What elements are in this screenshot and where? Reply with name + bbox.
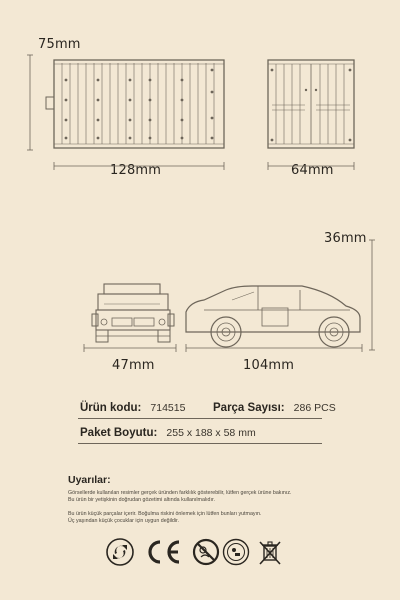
container-depth-label: 64mm <box>291 163 334 178</box>
container-side-view <box>268 60 354 170</box>
warning-text: Görsellerde kullanılan resimler gerçek üründen farklılık gösterebilir, lütfen gerçek ürüne bakınız. <box>68 490 292 496</box>
package-size-label: Paket Boyutu: <box>80 427 158 439</box>
product-code-value: 714515 <box>150 402 186 414</box>
small-parts-choking-icon <box>222 538 250 566</box>
container-height-label: 75mm <box>38 37 81 52</box>
package-size-value: 255 x 188 x 58 mm <box>166 427 256 439</box>
container-width-label: 128mm <box>110 163 162 178</box>
divider-line <box>78 443 322 444</box>
weee-crossed-bin-icon <box>256 538 284 566</box>
warning-text: Üç yaşından küçük çocuklar için uygun değildir. <box>68 518 179 524</box>
warning-text: Bu ürün küçük parçalar içerir. Boğulma riskini önlemek için lütfen bunları yutmayın. <box>68 511 262 517</box>
car-width-label: 47mm <box>112 358 155 373</box>
car-length-label: 104mm <box>243 358 295 373</box>
no-under-3-icon <box>192 538 220 566</box>
car-front-view <box>84 284 176 352</box>
piece-count-value: 286 PCS <box>293 402 336 414</box>
car-side-view <box>186 286 362 352</box>
warnings-title: Uyarılar: <box>68 474 111 486</box>
car-height-dimension <box>369 240 375 350</box>
container-front-view <box>27 55 224 170</box>
car-height-label: 36mm <box>324 231 367 246</box>
piece-count-label: Parça Sayısı: <box>213 402 285 414</box>
piece-count-row <box>213 402 336 414</box>
product-code-row <box>80 402 185 414</box>
ce-mark-icon <box>143 538 183 566</box>
product-code-label: Ürün kodu: <box>80 402 142 414</box>
recycle-icon <box>106 538 134 566</box>
warning-text: Bu ürün bir yetişkinin doğrudan gözetimi altında kullanılmalıdır. <box>68 497 215 503</box>
package-size-row <box>80 427 256 439</box>
divider-line <box>78 418 322 419</box>
